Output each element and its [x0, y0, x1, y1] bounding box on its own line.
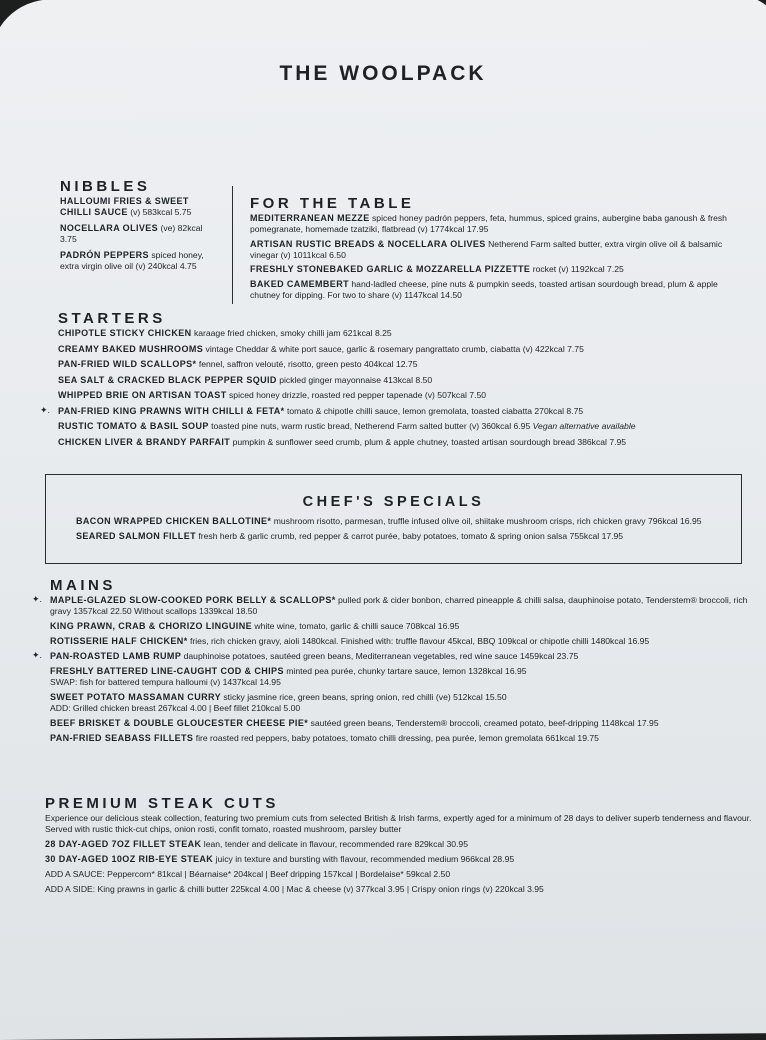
item-desc: spiced honey padrón peppers, feta, hummus, spiced grains, aubergine baba ganoush & fresh pomegranate, homemade tzatziki, flatbread (v) 1774kcal 17.95	[250, 213, 727, 234]
menu-item	[60, 250, 220, 272]
item-desc: spiced honey drizzle, roasted red pepper tapenade (v) 507kcal 7.50	[229, 390, 487, 400]
menu-item	[50, 666, 760, 688]
menu-item	[50, 733, 760, 744]
menu-item	[60, 196, 220, 218]
menu-item	[50, 692, 760, 714]
specials-list	[46, 511, 741, 542]
item-desc: fire roasted red peppers, baby potatoes, tomato chilli dressing, pea purée, lemon gremolata 661kcal 19.75	[195, 733, 599, 743]
menu-item	[58, 437, 748, 448]
item-name: PAN-FRIED SEABASS FILLETS	[50, 733, 194, 743]
item-note: Vegan alternative available	[532, 421, 636, 431]
menu-item	[250, 279, 740, 301]
item-desc: hand-ladled cheese, pine nuts & pumpkin seeds, toasted artisan sourdough bread, plum & apple chutney for dipping. For two to share (v) 1147kcal 14.50	[250, 278, 718, 300]
item-desc: juicy in texture and bursting with flavour, recommended medium 966kcal 28.95	[215, 854, 515, 864]
item-desc: sautéed green beans, Tenderstem® broccoli, creamed potato, beef-dripping 1148kcal 17.95	[310, 718, 659, 728]
menu-item	[32, 594, 760, 617]
item-name: CREAMY BAKED MUSHROOMS	[58, 343, 204, 354]
menu-item	[58, 359, 748, 370]
item-name: CHICKEN LIVER & BRANDY PARFAIT	[58, 436, 231, 447]
menu-item	[45, 839, 755, 850]
menu-item	[250, 213, 740, 235]
item-desc: (v) 583kcal 5.75	[130, 207, 192, 217]
nibbles-list	[60, 196, 220, 272]
item-name: KING PRAWN, CRAB & CHORIZO LINGUINE	[50, 621, 252, 631]
item-desc: pickled ginger mayonnaise 413kcal 8.50	[279, 374, 433, 385]
steak-heading: PREMIUM STEAK CUTS	[45, 795, 279, 812]
item-name: BAKED CAMEMBERT	[250, 278, 349, 289]
sparkle-icon: ✦.	[40, 404, 51, 415]
specials-heading: CHEF'S SPECIALS	[302, 494, 485, 510]
mains-section	[32, 577, 760, 748]
chefs-specials-box	[45, 474, 742, 564]
item-extra: ADD: Grilled chicken breast 267kcal 4.00 | Beef fillet 210kcal 5.00	[50, 703, 301, 713]
menu-item	[250, 239, 740, 261]
item-name: WHIPPED BRIE ON ARTISAN TOAST	[58, 390, 227, 400]
nibbles-heading: NIBBLES	[60, 178, 151, 195]
item-name: ARTISAN RUSTIC BREADS & NOCELLARA OLIVES	[250, 238, 486, 249]
item-name: 28 DAY-AGED 7OZ FILLET STEAK	[45, 839, 202, 849]
item-desc: minted pea purée, chunky tartare sauce, lemon 1328kcal 16.95	[286, 666, 527, 676]
for-the-table-heading: FOR THE TABLE	[250, 195, 415, 212]
item-desc: rocket (v) 1192kcal 7.25	[532, 264, 624, 274]
item-desc: white wine, tomato, garlic & chilli sauce 708kcal 16.95	[254, 621, 460, 631]
item-name: BEEF BRISKET & DOUBLE GLOUCESTER CHEESE PIE*	[50, 718, 309, 728]
menu-item	[58, 344, 748, 355]
item-desc: (ve) 82kcal 3.75	[60, 223, 203, 244]
menu-item	[50, 636, 760, 647]
item-extra: SWAP: fish for battered tempura halloumi (v) 1437kcal 14.95	[50, 677, 281, 687]
mains-heading: MAINS	[50, 577, 116, 594]
item-name: 30 DAY-AGED 10OZ RIB-EYE STEAK	[45, 854, 214, 864]
item-desc: pumpkin & sunflower seed crumb, plum & apple chutney, toasted artisan sourdough bread 386kcal 7.95	[232, 436, 627, 447]
menu-item	[58, 375, 748, 386]
item-desc: mushroom risotto, parmesan, truffle infused olive oil, shiitake mushroom crisps, rich chicken gravy 796kcal 16.95	[273, 516, 702, 526]
menu-item	[32, 650, 760, 662]
item-name: BACON WRAPPED CHICKEN BALLOTINE*	[76, 516, 272, 526]
menu-item	[76, 531, 713, 542]
item-desc: dauphinoise potatoes, sautéed green beans, Mediterranean vegetables, red wine sauce 1459kcal 23.75	[183, 651, 579, 661]
menu-item	[60, 223, 220, 245]
premium-steak-section	[45, 795, 755, 899]
menu-item	[250, 264, 740, 275]
item-name: RUSTIC TOMATO & BASIL SOUP	[58, 421, 209, 431]
item-desc: vintage Cheddar & white port sauce, garlic & rosemary pangrattato crumb, ciabatta (v) 422kcal 7.75	[205, 343, 584, 354]
menu-item	[58, 421, 748, 432]
column-divider	[232, 186, 233, 304]
item-name: NOCELLARA OLIVES	[60, 223, 159, 233]
item-name: PAN-FRIED KING PRAWNS WITH CHILLI & FETA*	[58, 405, 285, 416]
item-name: PADRÓN PEPPERS	[60, 250, 149, 260]
item-desc: fresh herb & garlic crumb, red pepper & carrot purée, baby potatoes, tomato & spring onion salsa 755kcal 17.95	[198, 530, 624, 541]
item-name: SEARED SALMON FILLET	[76, 530, 196, 541]
starters-heading: STARTERS	[58, 310, 166, 327]
sparkle-icon: ✦.	[32, 594, 43, 604]
item-desc: spiced honey, extra virgin olive oil (v) 240kcal 4.75	[60, 250, 204, 271]
item-name: FRESHLY BATTERED LINE-CAUGHT COD & CHIPS	[50, 666, 284, 676]
for-the-table-section	[250, 195, 740, 304]
menu-item	[76, 516, 713, 527]
item-name: HALLOUMI FRIES & SWEET CHILLI SAUCE	[60, 196, 189, 217]
item-desc: fennel, saffron velouté, risotto, green pesto 404kcal 12.75	[198, 359, 418, 369]
item-desc: karaage fried chicken, smoky chilli jam 621kcal 8.25	[193, 328, 392, 338]
add-side-line: ADD A SIDE: King prawns in garlic & chilli butter 225kcal 4.00 | Mac & cheese (v) 377kcal 3.95 | Crispy onion rings (v) 220kcal 3.95	[45, 884, 544, 894]
item-desc: pulled pork & cider bonbon, charred pineapple & chilli salsa, dauphinoise potato, Tenderstem® broccoli, rich gravy 1357kcal 22.50 Without scallops 1339kcal 18.50	[50, 595, 748, 616]
restaurant-title: THE WOOLPACK	[279, 62, 487, 85]
menu-item	[58, 328, 748, 339]
item-desc: toasted pine nuts, warm rustic bread, Netherend Farm salted butter (v) 360kcal 6.95	[211, 421, 531, 431]
menu-item	[50, 621, 760, 632]
item-name: MAPLE-GLAZED SLOW-COOKED PORK BELLY & SCALLOPS*	[50, 595, 336, 605]
item-desc: sticky jasmine rice, green beans, spring onion, red chilli (ve) 512kcal 15.50	[223, 692, 507, 702]
item-name: SWEET POTATO MASSAMAN CURRY	[50, 692, 221, 702]
item-name: CHIPOTLE STICKY CHICKEN	[58, 328, 192, 338]
nibbles-section	[60, 178, 220, 277]
menu-item	[40, 404, 748, 417]
item-name: ROTISSERIE HALF CHICKEN*	[50, 636, 188, 646]
item-desc: Netherend Farm salted butter, extra virgin olive oil & balsamic vinegar (v) 1011kcal 6.50	[250, 238, 723, 260]
menu-item	[50, 718, 760, 729]
item-name: SEA SALT & CRACKED BLACK PEPPER SQUID	[58, 374, 277, 385]
menu-item	[45, 854, 755, 865]
item-desc: fries, rich chicken gravy, aioli 1480kcal. Finished with: truffle flavour 45kcal, BBQ 109kcal or chipotle chilli 1480kcal 16.95	[190, 636, 650, 646]
item-name: MEDITERRANEAN MEZZE	[250, 213, 370, 223]
menu-item	[58, 390, 748, 401]
item-name: PAN-FRIED WILD SCALLOPS*	[58, 359, 197, 369]
item-name: PAN-ROASTED LAMB RUMP	[50, 651, 182, 661]
add-sauce-line: ADD A SAUCE: Peppercorn* 81kcal | Béarnaise* 204kcal | Beef dripping 157kcal | Bordelaise* 59kcal 2.50	[45, 869, 451, 879]
starters-section	[40, 310, 748, 452]
item-desc: lean, tender and delicate in flavour, recommended rare 829kcal 30.95	[203, 839, 468, 849]
steak-intro: Experience our delicious steak collection, featuring two premium cuts from selected British & Irish farms, expertly aged for a minimum of 28 days to deliver superb tenderness and flavour. Served with rustic thick-cut chips, onion rosti, confit tomato, roasted mushroom, parsley butter	[45, 813, 752, 834]
sparkle-icon: ✦.	[32, 650, 43, 660]
item-name: FRESHLY STONEBAKED GARLIC & MOZZARELLA PIZZETTE	[250, 264, 531, 274]
item-desc: tomato & chipotle chilli sauce, lemon gremolata, toasted ciabatta 270kcal 8.75	[286, 405, 584, 416]
